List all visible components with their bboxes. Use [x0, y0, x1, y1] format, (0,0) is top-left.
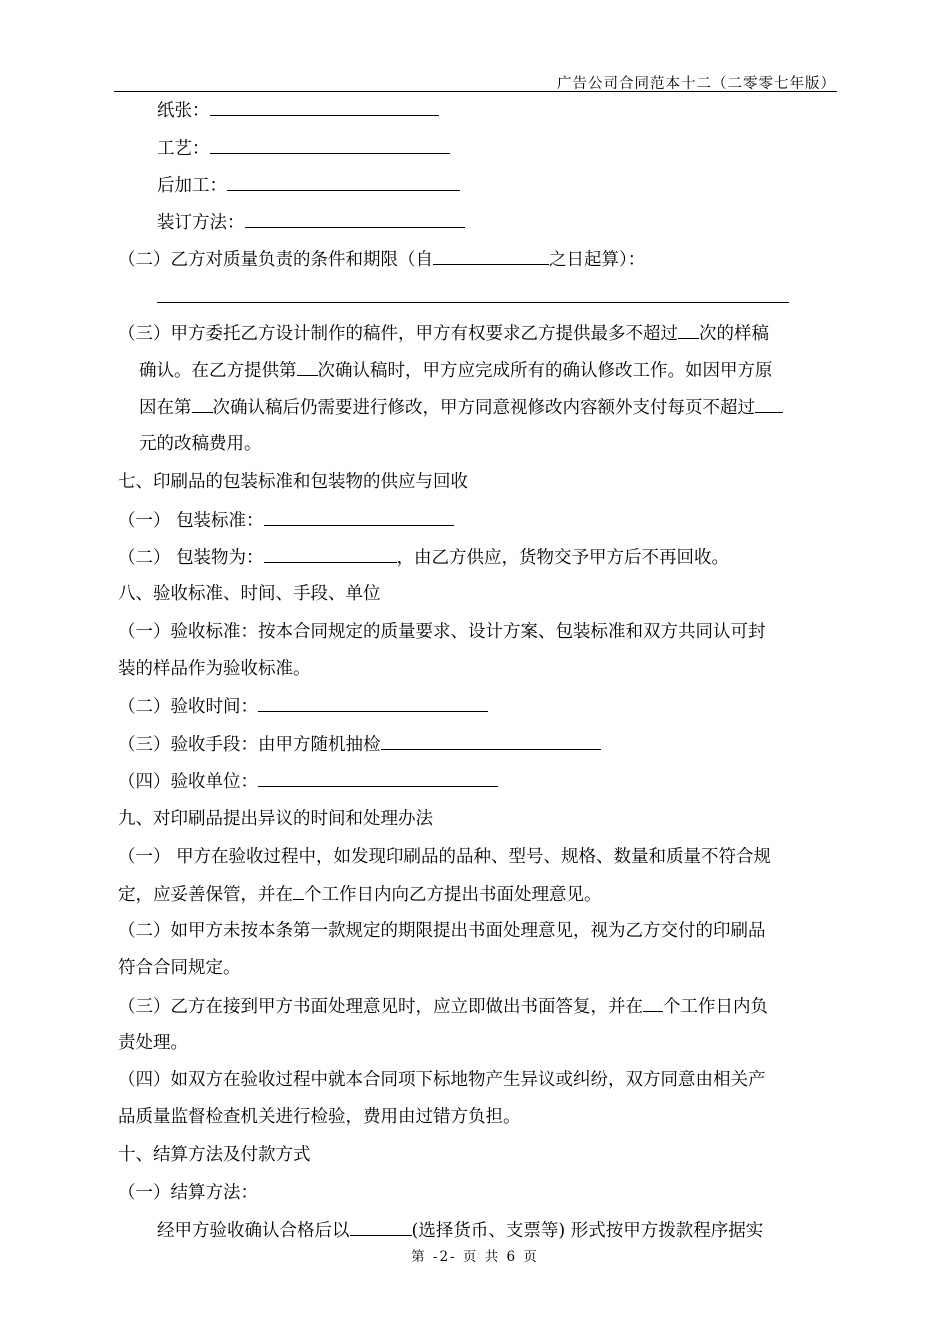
draft-clause-line-3	[139, 395, 783, 420]
acceptance-time-label: （二）验收时间：	[118, 697, 258, 717]
handling-days-blank	[643, 994, 663, 1012]
draft-clause-text-1-end: 次的样稿	[699, 324, 769, 344]
packaging-standard-blank	[264, 508, 454, 526]
objection-days-blank	[293, 882, 304, 900]
quality-term-line	[118, 247, 645, 272]
draft-clause-line-4	[139, 432, 262, 456]
acceptance-standard-line-2: 装的样品作为验收标准。	[118, 659, 311, 679]
objection-clause-1-line-2	[118, 882, 602, 907]
objection-clause-2-line-1: （二）如甲方未按本条第一款规定的期限提出书面处理意见，视为乙方交付的印刷品	[118, 921, 766, 941]
acceptance-time-line	[118, 694, 488, 719]
objection-clause-1-text-end: 个工作日内向乙方提出书面处理意见。	[304, 885, 602, 905]
draft-clause-text-4: 元的改稿费用。	[139, 434, 262, 454]
payment-form-blank	[350, 1218, 412, 1236]
quality-term-blank	[157, 302, 789, 303]
objection-clause-3-line-1	[118, 994, 768, 1019]
section-7-heading: 七、印刷品的包装标准和包装物的供应与回收	[118, 472, 468, 492]
packaging-standard-line	[118, 508, 454, 533]
header-rule	[114, 91, 837, 92]
quality-term-text-end: 之日起算）：	[549, 250, 646, 270]
packaging-material-line	[118, 545, 729, 570]
craft-blank	[210, 136, 450, 154]
acceptance-unit-label: （四）验收单位：	[118, 772, 258, 792]
draft-clause-text-1: （三）甲方委托乙方设计制作的稿件，甲方有权要求乙方提供最多不超过	[118, 324, 678, 344]
paper-line	[157, 98, 439, 123]
post-process-label: 后加工：	[157, 176, 227, 196]
binding-label: 装订方法：	[157, 213, 245, 233]
acceptance-time-blank	[258, 694, 488, 712]
draft-clause-line-2	[139, 358, 773, 383]
objection-clause-3-text-end: 个工作日内负	[663, 997, 768, 1017]
paper-blank	[210, 98, 439, 116]
objection-clause-4-line-2: 品质量监督检查机关进行检验，费用由过错方负担。	[118, 1107, 521, 1127]
confirm-round-blank	[297, 358, 318, 376]
paper-label: 纸张：	[157, 101, 210, 121]
section-8-heading: 八、验收标准、时间、手段、单位	[118, 584, 381, 604]
acceptance-method-label: （三）验收手段：由甲方随机抽检	[118, 735, 381, 755]
objection-clause-1-text: 定，应妥善保管，并在	[118, 885, 293, 905]
settlement-method-line	[157, 1218, 763, 1243]
quality-term-text: （二）乙方对质量负责的条件和期限（自	[118, 250, 433, 270]
acceptance-unit-blank	[258, 769, 498, 787]
draft-clause-text-2: 确认。在乙方提供第	[139, 361, 297, 381]
objection-clause-2-line-2: 符合合同规定。	[118, 958, 241, 978]
extra-round-blank	[192, 395, 213, 413]
settlement-method-label: （一）结算方法：	[118, 1183, 258, 1203]
settlement-text-end: (选择货币、支票等) 形式按甲方拨款程序据实	[411, 1221, 764, 1241]
start-date-blank	[433, 247, 549, 265]
acceptance-standard-line-1: （一）验收标准：按本合同规定的质量要求、设计方案、包装标准和双方共同认可封	[118, 622, 766, 642]
running-header: 广告公司合同范本十二（二零零七年版）	[557, 76, 836, 92]
page-number-footer: 第 -2- 页 共 6 页	[411, 1249, 539, 1265]
craft-label: 工艺：	[157, 139, 210, 159]
draft-clause-text-3: 因在第	[139, 398, 192, 418]
objection-clause-3-line-2: 责处理。	[118, 1033, 188, 1053]
packaging-material-text: ，由乙方供应，货物交予甲方后不再回收。	[396, 548, 730, 568]
objection-clause-1-line-1: （一） 甲方在验收过程中，如发现印刷品的品种、型号、规格、数量和质量不符合规	[118, 847, 772, 867]
binding-blank	[245, 210, 465, 228]
packaging-standard-label: （一） 包装标准：	[118, 511, 264, 531]
craft-line	[157, 136, 450, 161]
post-process-blank	[227, 173, 460, 191]
section-10-heading: 十、结算方法及付款方式	[118, 1145, 311, 1165]
packaging-material-label: （二） 包装物为：	[118, 548, 264, 568]
fee-cap-blank	[755, 395, 783, 413]
section-9-heading: 九、对印刷品提出异议的时间和处理办法	[118, 809, 433, 829]
draft-clause-text-2-end: 次确认稿时，甲方应完成所有的确认修改工作。如因甲方原	[317, 361, 773, 381]
max-drafts-blank	[678, 321, 699, 339]
draft-clause-text-3-mid: 次确认稿后仍需要进行修改，甲方同意视修改内容额外支付每页不超过	[212, 398, 755, 418]
post-process-line	[157, 173, 460, 198]
binding-line	[157, 210, 465, 235]
packaging-material-blank	[264, 545, 397, 563]
acceptance-unit-line	[118, 769, 498, 794]
objection-clause-3-text: （三）乙方在接到甲方书面处理意见时，应立即做出书面答复，并在	[118, 997, 643, 1017]
acceptance-method-line	[118, 732, 601, 757]
settlement-text: 经甲方验收确认合格后以	[157, 1221, 350, 1241]
acceptance-method-blank	[381, 732, 601, 750]
draft-clause-line-1	[118, 321, 769, 346]
objection-clause-4-line-1: （四）如双方在验收过程中就本合同项下标地物产生异议或纠纷，双方同意由相关产	[118, 1070, 766, 1090]
